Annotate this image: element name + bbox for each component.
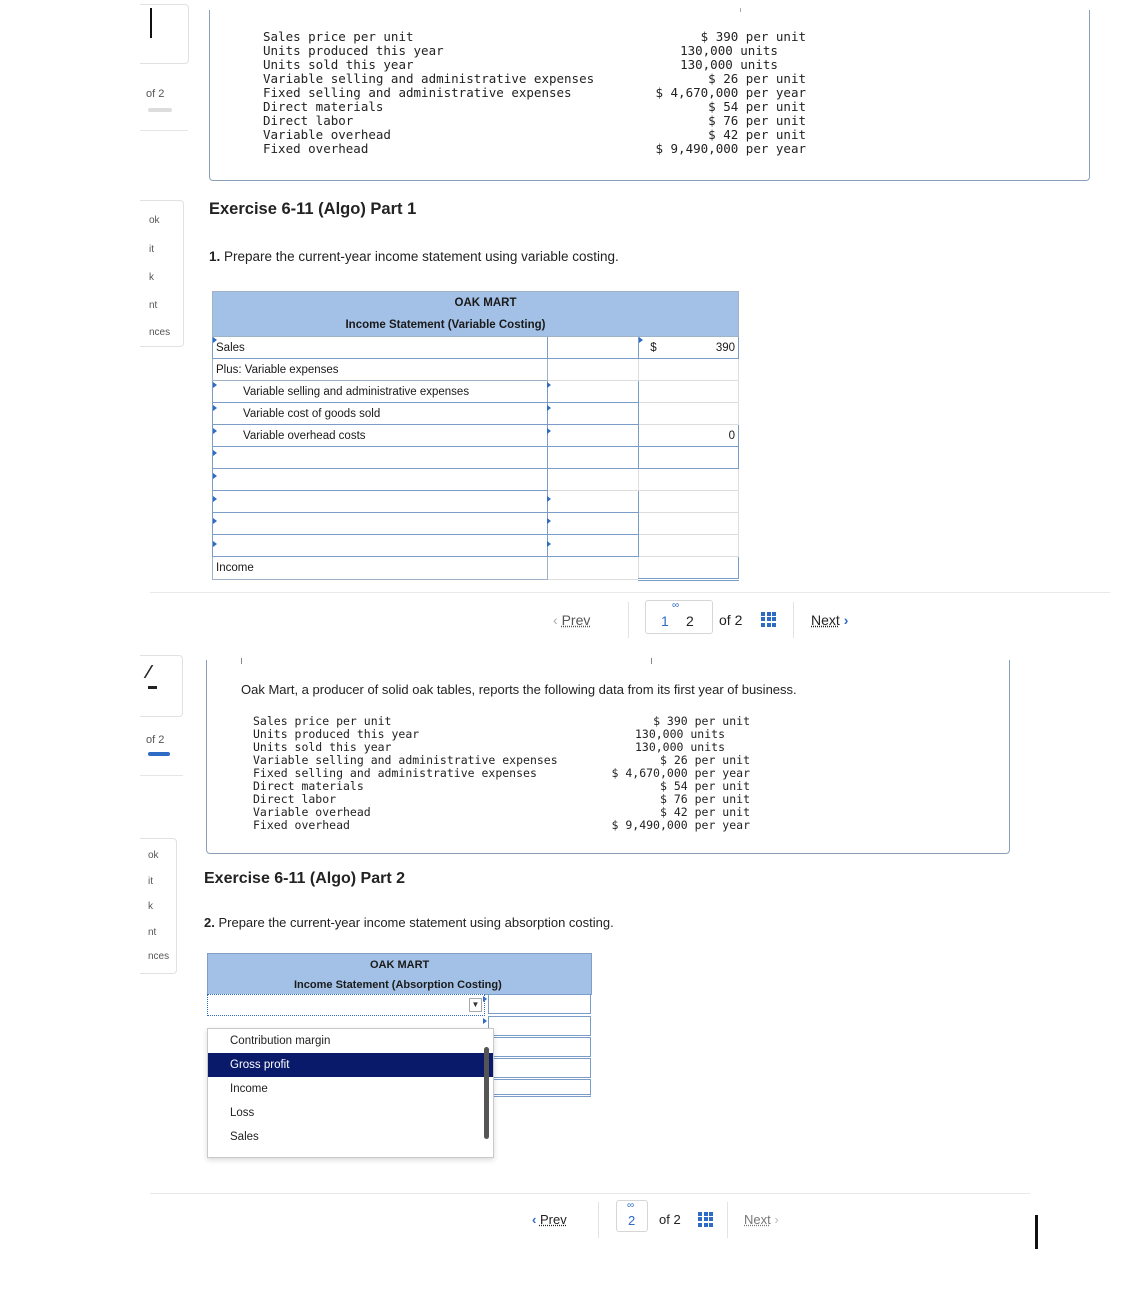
data-label: Sales price per unit (263, 29, 414, 44)
dropdown-arrow-icon[interactable]: ▼ (469, 998, 482, 1012)
data-label: Direct labor (253, 792, 337, 806)
sales-total-input[interactable]: $ 390 (639, 337, 739, 359)
income-total-input[interactable] (639, 557, 739, 580)
data-value: $ 54 per unit (659, 779, 750, 793)
data-label: Units sold this year (263, 57, 414, 72)
chevron-right-icon: › (843, 612, 849, 628)
row9-amount-input[interactable] (547, 513, 639, 535)
input-flag (213, 450, 217, 456)
given-data-labels (263, 30, 594, 156)
input-flag (213, 473, 217, 479)
absorption-header: OAK MART Income Statement (Absorption Costing) (207, 953, 592, 995)
input-flag (547, 541, 551, 547)
data-label: Variable overhead (253, 805, 371, 819)
empty-cell (547, 359, 639, 381)
dropdown-option-selected[interactable]: Gross profit (208, 1053, 493, 1077)
empty-cell (639, 535, 739, 557)
empty-cell (639, 359, 739, 381)
sidebar-panel-bottom (140, 655, 183, 717)
input-flag (547, 382, 551, 388)
input-flag (483, 1018, 487, 1024)
input-flag (213, 337, 217, 343)
absorption-row3-amount-input[interactable] (488, 1037, 591, 1057)
input-flag (547, 518, 551, 524)
data-label: Variable selling and administrative expenses (263, 71, 595, 86)
dropdown-option[interactable]: Income (230, 1083, 268, 1095)
data-value: $ 9,490,000 per year (655, 141, 806, 156)
input-flag (213, 382, 217, 388)
sidebar-panel-top (140, 4, 189, 64)
data-value: $ 42 per unit (659, 805, 750, 819)
row10-amount-input[interactable] (547, 535, 639, 557)
sales-label-input[interactable]: Sales (213, 337, 548, 359)
input-flag (213, 496, 217, 502)
row8-label-input[interactable] (213, 491, 548, 513)
absorption-label-select[interactable] (207, 994, 485, 1016)
row7-label-input[interactable] (213, 469, 548, 491)
page-selector[interactable] (616, 1200, 648, 1232)
data-label: Direct materials (263, 99, 384, 114)
data-value: $ 42 per unit (708, 127, 806, 142)
sidebar-progress (148, 108, 172, 112)
data-value: 130,000 units (680, 43, 778, 58)
data-value: 130,000 units (634, 727, 725, 741)
sidebar-item-ebook[interactable]: ok (148, 850, 159, 861)
data-label: Sales price per unit (253, 714, 392, 728)
page-count: of 2 (719, 612, 743, 628)
row6-label-input[interactable] (213, 447, 548, 469)
data-label: Fixed overhead (253, 818, 350, 832)
empty-cell (639, 513, 739, 535)
chevron-left-icon: ‹ (532, 1212, 537, 1227)
row6-total-input[interactable] (639, 447, 739, 469)
given-data-values-2 (600, 715, 750, 832)
sidebar-item-print[interactable]: it (148, 876, 153, 887)
part2-question: 2. Prepare the current-year income statement using absorption costing. (204, 915, 614, 930)
data-value: $ 4,670,000 per year (611, 766, 750, 780)
part2-intro: Oak Mart, a producer of solid oak tables, reports the following data from its first year of business. (241, 682, 797, 697)
data-value: $ 4,670,000 per year (655, 85, 806, 100)
empty-cell (547, 557, 639, 580)
nav-divider (150, 1193, 1030, 1194)
page-count: of 2 (659, 1212, 681, 1227)
sidebar-of-label[interactable]: of 2 (146, 88, 165, 100)
row9-label-input[interactable] (213, 513, 548, 535)
variable-costing-table (212, 291, 739, 581)
nav-divider (150, 592, 1110, 593)
data-value: $ 390 per unit (653, 714, 750, 728)
expense3-label-input[interactable]: Variable overhead costs (213, 425, 548, 447)
data-value: $ 76 per unit (708, 113, 806, 128)
input-flag (213, 428, 217, 434)
data-value: $ 76 per unit (659, 792, 750, 806)
data-label: Units sold this year (253, 740, 392, 754)
input-flag (483, 996, 487, 1002)
input-flag (639, 337, 643, 343)
absorption-row4-amount-input[interactable] (488, 1058, 591, 1078)
input-flag (213, 541, 217, 547)
sidebar-item-hint[interactable]: nt (148, 927, 157, 938)
dropdown-option[interactable]: Sales (230, 1131, 259, 1143)
page-selector[interactable] (645, 600, 713, 634)
sidebar-item-references[interactable]: nces (148, 951, 170, 962)
dropdown-option[interactable]: Contribution margin (230, 1035, 331, 1047)
row6-amount-input[interactable] (547, 447, 639, 469)
empty-cell (639, 469, 739, 491)
page-2[interactable]: 2 (686, 613, 694, 629)
link-icon: ∞ (672, 600, 680, 611)
data-value: $ 390 per unit (700, 29, 806, 44)
sidebar-item-hint[interactable]: nt (149, 300, 158, 311)
next-button[interactable]: Next › (744, 1212, 779, 1227)
expense3-amount-input[interactable] (547, 425, 639, 447)
page-2[interactable]: 2 (628, 1213, 636, 1228)
input-flag (213, 405, 217, 411)
sidebar-item-ask[interactable]: k (148, 901, 153, 912)
empty-cell (639, 403, 739, 425)
label-dropdown-menu[interactable] (207, 1028, 494, 1158)
absorption-row5-amount-input[interactable] (488, 1079, 591, 1097)
part2-title: Exercise 6-11 (Algo) Part 2 (204, 870, 405, 887)
empty-cell (547, 469, 639, 491)
data-label: Fixed overhead (263, 141, 369, 156)
data-label: Units produced this year (253, 727, 420, 741)
plus-variable-label: Plus: Variable expenses (213, 359, 548, 381)
chevron-left-icon: ‹ (553, 612, 558, 628)
sidebar-divider (140, 775, 183, 776)
sidebar-of-label[interactable]: of 2 (146, 734, 165, 746)
data-label: Units produced this year (263, 43, 444, 58)
input-flag (213, 518, 217, 524)
row10-label-input[interactable] (213, 535, 548, 557)
empty-cell (639, 381, 739, 403)
nav-sep (793, 602, 794, 638)
chevron-right-icon: › (774, 1212, 779, 1227)
data-label: Variable overhead (263, 127, 391, 142)
text-cursor (1035, 1215, 1038, 1249)
data-value: $ 26 per unit (659, 753, 750, 767)
absorption-row2-amount-input[interactable] (488, 1016, 591, 1036)
data-value: 130,000 units (634, 740, 725, 754)
data-label: Direct labor (263, 113, 354, 128)
grid-icon[interactable] (761, 610, 776, 627)
input-flag (547, 428, 551, 434)
prev-button[interactable]: ‹ Prev (532, 1212, 567, 1227)
grid-icon[interactable] (698, 1210, 713, 1227)
sidebar-item-references[interactable]: nces (149, 327, 171, 338)
expense1-label-input[interactable]: Variable selling and administrative expenses (213, 381, 548, 403)
data-label: Variable selling and administrative expenses (253, 753, 558, 767)
nav-sep (628, 602, 629, 638)
page-1[interactable]: 1 (661, 613, 669, 629)
sidebar-progress-active (148, 752, 170, 756)
given-data-values (640, 30, 806, 156)
data-value: 130,000 units (680, 57, 778, 72)
expense-total-input[interactable]: 0 (639, 425, 739, 447)
prev-button[interactable]: ‹ Prev (553, 612, 591, 628)
empty-cell (639, 491, 739, 513)
dropdown-option[interactable]: Loss (230, 1107, 255, 1119)
statement-header: OAK MART Income Statement (Variable Costing) (213, 292, 739, 337)
link-icon: ∞ (627, 1200, 635, 1211)
given-data-labels-2 (253, 715, 558, 832)
income-label: Income (213, 557, 548, 580)
input-flag (547, 405, 551, 411)
data-label: Direct materials (253, 779, 364, 793)
absorption-total-input[interactable] (488, 994, 591, 1014)
data-value: $ 54 per unit (708, 99, 806, 114)
part1-question: 1. Prepare the current-year income statement using variable costing. (209, 249, 619, 264)
sidebar-item-ebook[interactable]: ok (149, 215, 160, 226)
sales-amount-input[interactable] (547, 337, 639, 359)
expense1-amount-input[interactable] (547, 381, 639, 403)
next-button[interactable]: Next › (811, 612, 849, 628)
data-value: $ 9,490,000 per year (611, 818, 750, 832)
part1-title: Exercise 6-11 (Algo) Part 1 (209, 200, 417, 218)
row8-amount-input[interactable] (547, 491, 639, 513)
sidebar-item-print[interactable]: it (149, 244, 154, 255)
data-value: $ 26 per unit (708, 71, 806, 86)
data-label: Fixed selling and administrative expenses (253, 766, 537, 780)
sidebar-menu-top (140, 200, 184, 347)
dropdown-scrollbar[interactable] (484, 1047, 489, 1139)
sidebar-check-icon: ⁄ (147, 662, 151, 682)
sidebar-divider (140, 130, 188, 131)
input-flag (547, 496, 551, 502)
sidebar-item-ask[interactable]: k (149, 272, 154, 283)
nav-sep (598, 1202, 599, 1238)
expense2-label-input[interactable]: Variable cost of goods sold (213, 403, 548, 425)
nav-sep (727, 1202, 728, 1238)
data-label: Fixed selling and administrative expenses (263, 85, 572, 100)
expense2-amount-input[interactable] (547, 403, 639, 425)
